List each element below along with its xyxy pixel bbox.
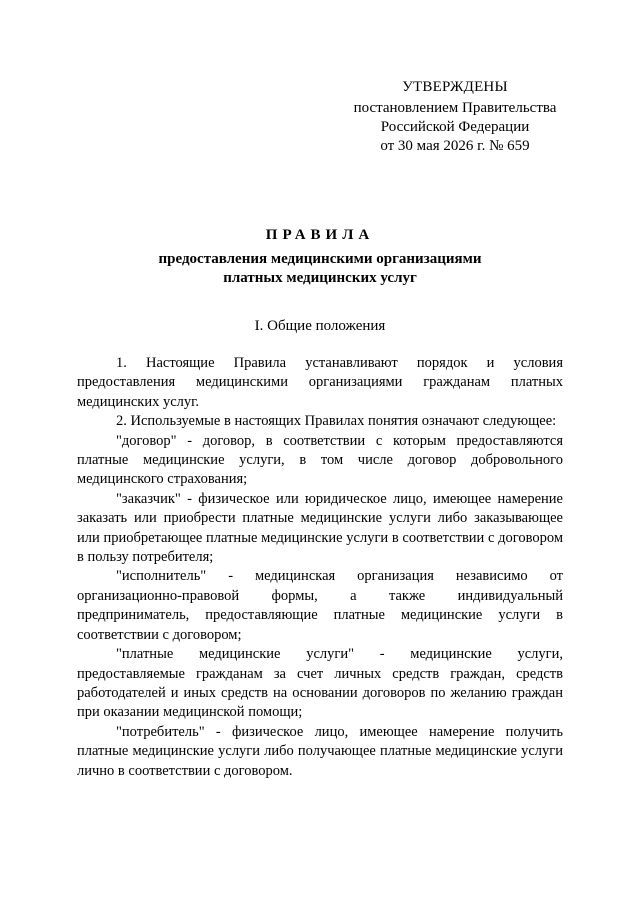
definition-paid-services: "платные медицинские услуги" - медицинские услуги, предоставляемые гражданам за счет личных средств граждан, средств работодателей и иных средств на основании договоров по желанию граждан при оказании медицинской помощи; <box>77 646 563 721</box>
section-heading: I. Общие положения <box>254 318 386 334</box>
definition-provider: "исполнитель" - медицинская организация независимо от организационно-правовой формы, а также индивидуальный предприниматель, предоставляющие платные медицинские услуги в соответствии с договором; <box>77 568 563 643</box>
definition-customer: "заказчик" - физическое или юридическое лицо, имеющее намерение заказать или приобрести платные медицинские услуги либо заказывающее или приобретающее платные медицинские услуги в соответствии с договором в пользу потребителя; <box>77 490 563 566</box>
definition-consumer: "потребитель" - физическое лицо, имеющее намерение получить платные медицинские услуги либо получающее платные медицинские услуги лично в соответствии с договором. <box>77 723 563 779</box>
approval-line-2: Российской Федерации <box>380 119 530 135</box>
approval-date-line: от 30 мая 2026 г. № 659 <box>380 138 530 154</box>
approval-stamp <box>340 78 570 156</box>
paragraph-1: 1. Настоящие Правила устанавливают порядок и условия предоставления медицинскими организациями гражданам платных медицинских услуг. <box>77 355 563 410</box>
section-body <box>77 354 563 781</box>
definition-contract: "договор" - договор, в соответствии с которым предоставляются платные медицинские услуги, в том числе договор добровольного медицинского страхования; <box>77 432 563 488</box>
document-title: ПРАВИЛА <box>265 227 375 243</box>
approval-heading: УТВЕРЖДЕНЫ <box>402 79 508 95</box>
subtitle-line-2: платных медицинских услуг <box>223 270 417 286</box>
approval-line-1: постановлением Правительства <box>353 100 557 116</box>
subtitle-line-1: предоставления медицинскими организациями <box>158 251 482 267</box>
paragraph-2: 2. Используемые в настоящих Правилах понятия означают следующее: <box>116 413 557 430</box>
document-subtitle <box>100 250 540 288</box>
